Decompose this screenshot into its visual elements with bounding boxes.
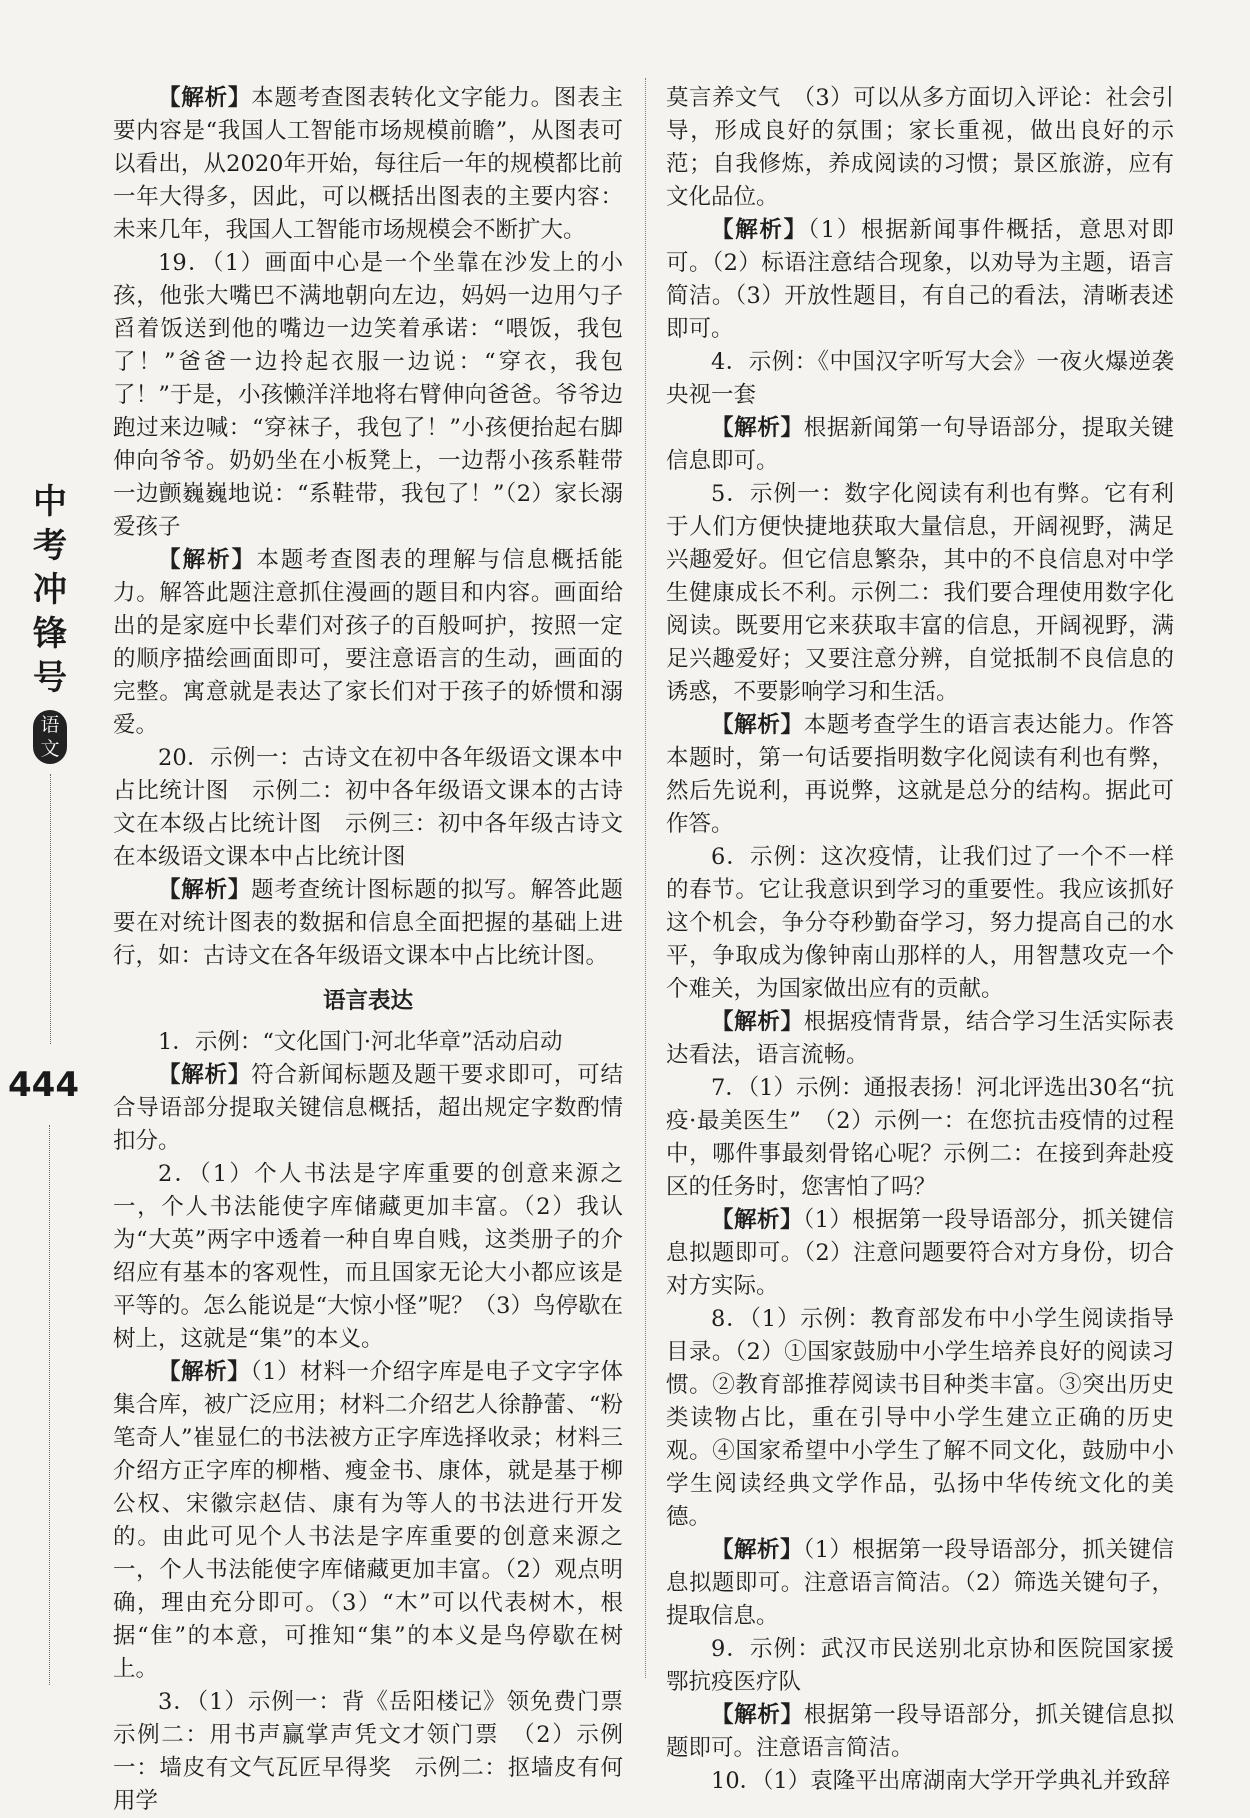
sidebar — [28, 480, 72, 1044]
paragraph-text: 7．（1）示例：通报表扬！河北评选出30名“抗疫·最美医生” （2）示例一：在您抗击疫情的过程中，哪件事最刻骨铭心呢？示例二：在接到奔赴疫区的任务时，您害怕了吗？ — [666, 1075, 1174, 1200]
paragraph-text: 本题考查图表转化文字能力。图表主要内容是“我国人工智能市场规模前瞻”，从图表可以看出，从2020年开始，每往后一年的规模都比前一年大得多，因此，可以概括出图表的主要内容：未来几年，我国人工智能市场规模会不断扩大。 — [113, 85, 623, 243]
section-heading: 语言表达 — [322, 988, 413, 1014]
answer-paragraph — [666, 346, 1174, 412]
analysis-paragraph — [113, 544, 623, 742]
answer-paragraph — [666, 1765, 1174, 1798]
paragraph-text: （1）材料一介绍字库是电子文字字体集合库，被广泛应用；材料二介绍艺人徐静蕾、“粉笔奇人”崔显仁的书法被方正字库选择收录；材料三介绍方正字库的柳楷、瘦金书、康体，就是基于柳公权、宋徽宗赵佶、康有为等人的书法进行开发的。由此可见个人书法是字库重要的创意来源之一，个人书法能使字库储藏更加丰富。（2）观点明确，理由充分即可。（3）“木”可以代表树木，根据“隹”的本意，可推知“集”的本义是鸟停歇在树上。 — [113, 1359, 623, 1682]
analysis-tag: 【解析】 — [158, 1062, 252, 1088]
analysis-tag: 【解析】 — [711, 415, 804, 441]
paragraph-text: （1）根据新闻事件概括，意思对即可。（2）标语注意结合现象，以劝导为主题，语言简洁。（3）开放性题目，有自己的看法，清晰表述即可。 — [666, 217, 1174, 342]
sidebar-divider — [50, 774, 51, 1044]
paragraph-text: 根据疫情背景，结合学习生活实际表达看法，语言流畅。 — [666, 1009, 1174, 1068]
analysis-tag: 【解析】 — [711, 1009, 804, 1035]
analysis-paragraph — [666, 412, 1174, 478]
paragraph-text: 根据第一段导语部分，抓关键信息拟题即可。注意语言简洁。 — [666, 1702, 1174, 1761]
analysis-paragraph — [666, 1006, 1174, 1072]
analysis-paragraph — [113, 874, 623, 973]
answer-paragraph — [113, 1026, 623, 1059]
analysis-tag: 【解析】 — [711, 217, 808, 243]
answer-paragraph — [666, 1072, 1174, 1204]
answer-paragraph — [113, 742, 623, 874]
paragraph-text: 2．（1）个人书法是字库重要的创意来源之一，个人书法能使字库储藏更加丰富。（2）我认为“大英”两字中透着一种自卑自贱，这类册子的介绍应有基本的客观性，而且国家无论大小都应该是平等的。怎么能说是“大惊小怪”呢？（3）鸟停歇在树上，这就是“集”的本义。 — [113, 1161, 623, 1352]
analysis-tag: 【解析】 — [158, 877, 252, 903]
paragraph-text: 莫言养文气 （3）可以从多方面切入评论：社会引导，形成良好的氛围；家长重视，做出良好的示范；自我修炼，养成阅读的习惯；景区旅游，应有文化品位。 — [666, 85, 1174, 210]
analysis-paragraph — [666, 709, 1174, 841]
left-column — [113, 82, 646, 1818]
subject-badge: 语文 — [33, 710, 67, 764]
paragraph-text: 本题考查图表的理解与信息概括能力。解答此题注意抓住漫画的题目和内容。画面给出的是家庭中长辈们对孩子的百般呵护，按照一定的顺序描绘画面即可，要注意语言的生动，画面的完整。寓意就是表达了家长们对于孩子的娇惯和溺爱。 — [113, 547, 623, 738]
analysis-paragraph — [666, 214, 1174, 346]
paragraph-text: 符合新闻标题及题干要求即可，可结合导语部分提取关键信息概括，超出规定字数酌情扣分。 — [113, 1062, 623, 1154]
paragraph-text: 1．示例：“文化国门·河北华章”活动启动 — [158, 1029, 563, 1055]
analysis-paragraph — [113, 1059, 623, 1158]
analysis-tag: 【解析】 — [711, 1537, 803, 1563]
right-column — [666, 82, 1174, 1798]
paragraph-text: 10．（1）袁隆平出席湖南大学开学典礼并致辞 — [711, 1768, 1171, 1794]
column-divider — [645, 78, 646, 1678]
answer-paragraph — [666, 82, 1174, 214]
analysis-paragraph — [113, 82, 623, 247]
series-title: 中考冲锋号 — [33, 482, 67, 698]
paragraph-text: （1）根据第一段导语部分，抓关键信息拟题即可。（2）注意问题要符合对方身份，切合对方实际。 — [666, 1207, 1174, 1299]
answer-paragraph — [666, 1633, 1174, 1699]
paragraph-text: （1）根据第一段导语部分，抓关键信息拟题即可。注意语言简洁。（2）筛选关键句子，提取信息。 — [666, 1537, 1174, 1629]
paragraph-text: 3．（1）示例一：背《岳阳楼记》领免费门票 示例二：用书声赢掌声凭文才领门票 （2）示例一：墙皮有文气瓦匠早得奖 示例二：抠墙皮有何用学 — [113, 1689, 646, 1814]
analysis-tag: 【解析】 — [158, 85, 252, 111]
paragraph-text: 9．示例：武汉市民送别北京协和医院国家援鄂抗疫医疗队 — [666, 1636, 1174, 1695]
answer-paragraph — [666, 841, 1174, 1006]
paragraph-text: 本题考查学生的语言表达能力。作答本题时，第一句话要指明数字化阅读有利也有弊，然后先说利，再说弊，这就是总分的结构。据此可作答。 — [666, 712, 1174, 837]
answer-paragraph — [666, 478, 1174, 709]
analysis-tag: 【解析】 — [158, 1359, 251, 1385]
analysis-paragraph — [666, 1204, 1174, 1303]
answer-paragraph — [113, 247, 623, 544]
answer-paragraph — [666, 1303, 1174, 1534]
analysis-paragraph — [666, 1699, 1174, 1765]
analysis-tag: 【解析】 — [711, 1207, 803, 1233]
paragraph-text: 根据新闻第一句导语部分，提取关键信息即可。 — [666, 415, 1174, 474]
paragraph-text: 4．示例：《中国汉字听写大会》一夜火爆逆袭央视一套 — [666, 349, 1174, 408]
page-number: 444 — [8, 1065, 79, 1105]
paragraph-text: 20．示例一：古诗文在初中各年级语文课本中占比统计图 示例二：初中各年级语文课本的古诗文在本级占比统计图 示例三：初中各年级古诗文在本级语文课本中占比统计图 — [113, 745, 623, 870]
analysis-paragraph — [666, 1534, 1174, 1633]
answer-paragraph — [113, 1686, 646, 1818]
paragraph-text: 题考查统计图标题的拟写。解答此题要在对统计图表的数据和信息全面把握的基础上进行，如：古诗文在各年级语文课本中占比统计图。 — [113, 877, 623, 969]
analysis-tag: 【解析】 — [158, 547, 257, 573]
paragraph-text: 8．（1）示例：教育部发布中小学生阅读指导目录。（2）①国家鼓励中小学生培养良好的阅读习惯。②教育部推荐阅读书目种类丰富。③突出历史类读物占比，重在引导中小学生建立正确的历史观。④国家希望中小学生了解不同文化，鼓励中小学生阅读经典文学作品，弘扬中华传统文化的美德。 — [666, 1306, 1174, 1530]
analysis-paragraph — [113, 1356, 623, 1686]
paragraph-text: 19．（1）画面中心是一个坐靠在沙发上的小孩，他张大嘴巴不满地朝向左边，妈妈一边用勺子舀着饭送到他的嘴边一边笑着承诺：“喂饭，我包了！”爸爸一边拎起衣服一边说：“穿衣，我包了！”于是，小孩懒洋洋地将右臂伸向爸爸。爷爷边跑过来边喊：“穿袜子，我包了！”小孩便抬起右脚伸向爷爷。奶奶坐在小板凳上，一边帮小孩系鞋带一边颤巍巍地说：“系鞋带，我包了！”（2）家长溺爱孩子 — [113, 250, 623, 540]
analysis-tag: 【解析】 — [711, 712, 804, 738]
paragraph-text: 6．示例：这次疫情，让我们过了一个不一样的春节。它让我意识到学习的重要性。我应该抓好这个机会，争分夺秒勤奋学习，努力提高自己的水平，争取成为像钟南山那样的人，用智慧攻克一个个难关，为国家做出应有的贡献。 — [666, 844, 1174, 1002]
answer-paragraph — [113, 1158, 623, 1356]
analysis-tag: 【解析】 — [711, 1702, 804, 1728]
paragraph-text: 5．示例一：数字化阅读有利也有弊。它有利于人们方便快捷地获取大量信息，开阔视野，满足兴趣爱好。但它信息繁杂，其中的不良信息对中学生健康成长不利。示例二：我们要合理使用数字化阅读。既要用它来获取丰富的信息，开阔视野，满足兴趣爱好；又要注意分辨，自觉抵制不良信息的诱惑，不要影响学习和生活。 — [666, 481, 1174, 705]
sidebar-divider-lower — [49, 1125, 50, 1685]
